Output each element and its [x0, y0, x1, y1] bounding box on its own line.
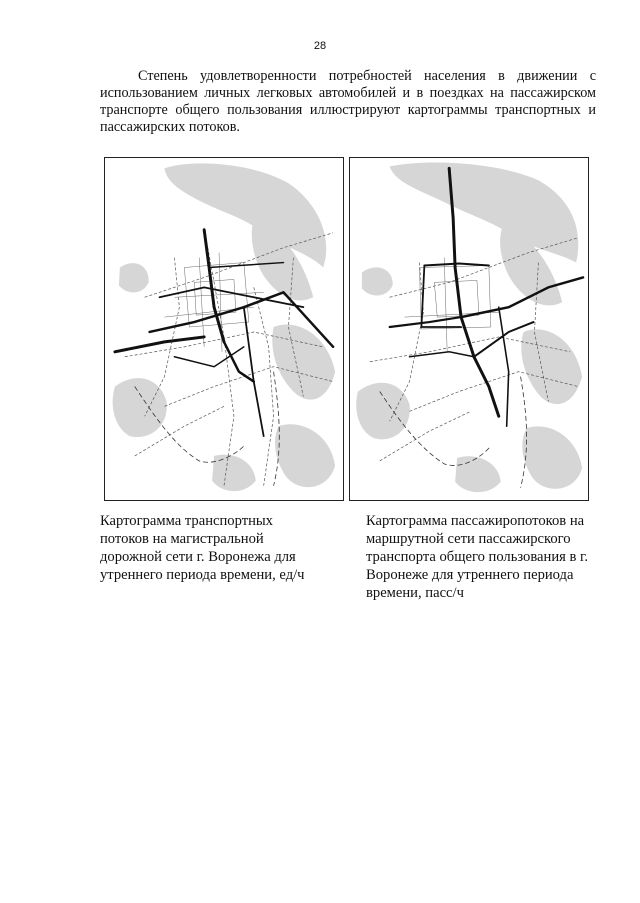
passenger-flow-map-graphic: [350, 158, 588, 500]
caption-line: утреннего периода времени, ед/ч: [100, 567, 305, 583]
passenger-flow-map-caption: [366, 512, 606, 602]
intro-paragraph: Степень удовлетворенности потребностей населения в движении с использованием личных легковых автомобилей и в поездках на пассажирском транспорте общего пользования иллюстрируют картограммы транспортных и пассажирских потоков.: [100, 68, 596, 135]
caption-line: времени, пасс/ч: [366, 585, 464, 601]
page-number: 28: [313, 40, 327, 52]
caption-line: транспорта общего пользования в г.: [366, 549, 589, 565]
passenger-flow-map: [349, 157, 589, 501]
caption-line: дорожной сети г. Воронежа для: [100, 549, 296, 565]
caption-line: маршрутной сети пассажирского: [366, 531, 571, 547]
caption-line: Воронеже для утреннего периода: [366, 567, 574, 583]
caption-line: Картограмма транспортных: [100, 513, 273, 529]
traffic-flow-map-graphic: [105, 158, 343, 500]
caption-line: Картограмма пассажиропотоков на: [366, 513, 585, 529]
traffic-flow-map-caption: [100, 512, 330, 584]
traffic-flow-map: [104, 157, 344, 501]
caption-line: потоков на магистральной: [100, 531, 264, 547]
